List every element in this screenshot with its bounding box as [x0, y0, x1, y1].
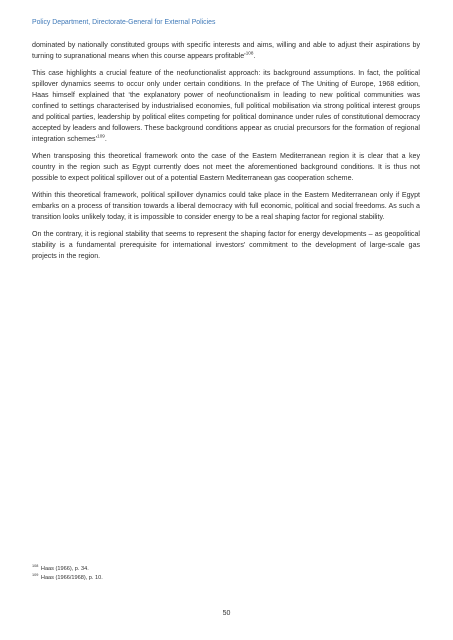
- paragraph-3: When transposing this theoretical framework onto the case of the Eastern Mediterranean region it is clear that a key country in the region such as Egypt currently does not meet the aforementioned background conditions. It is thus not possible to expect political spillover out of a potential Eastern Mediterranean gas cooperation scheme.: [32, 152, 420, 182]
- running-header: Policy Department, Directorate-General for External Policies: [32, 19, 216, 26]
- main-text: [32, 40, 420, 268]
- footnote-number: 109: [32, 573, 39, 578]
- page-number: 50: [222, 610, 231, 617]
- paragraph-2-end: .: [104, 135, 107, 143]
- footnote-109: [32, 574, 420, 583]
- footnote-text: Haas (1966), p. 34.: [40, 566, 89, 572]
- footnote-ref-109: 109: [97, 133, 105, 139]
- paragraph-1: [32, 40, 420, 62]
- paragraph-1-text: dominated by nationally constituted groups with specific interests and aims, willing and able to adjust their aspirations by turning to supranational means when this course appears profitable’: [32, 41, 420, 60]
- footnote-108: [32, 565, 420, 574]
- paragraph-5: On the contrary, it is regional stability that seems to represent the shaping factor for energy developments – as geopolitical stability is a fundamental prerequisite for international investors’ commitment to the development of large-scale gas projects in the region.: [32, 230, 420, 260]
- footnote-number: 108: [32, 564, 39, 569]
- paragraph-2-text: This case highlights a crucial feature of the neofunctionalist approach: its background assumptions. In fact, the political spillover dynamics seems to occur only under certain conditions. In the preface of The Uniting of Europe, 1968 edition, Haas himself explained that ‘the explanatory power of neofunctionalism in leading to new political communities was confined to settings characterised by industrialised economies, full political mobilisation via strong political interest groups and political parties, leadership by political elites competing for political dominance under rules of constitutional democracy accepted by leaders and followers. These background conditions appear as crucial precursors for the formation of regional integration schemes’: [32, 69, 420, 143]
- paragraph-2: [32, 68, 420, 145]
- paragraph-4: Within this theoretical framework, political spillover dynamics could take place in the Eastern Mediterranean only if Egypt embarks on a process of transition towards a liberal democracy with full economic, political and social freedoms. As such a transition looks unlikely today, it is impossible to consider energy to be a real shaping factor for regional stability.: [32, 191, 420, 221]
- footnotes: [32, 565, 420, 583]
- paragraph-1-end: .: [253, 52, 256, 60]
- footnote-text: Haas (1966/1968), p. 10.: [40, 575, 103, 581]
- footnote-ref-108: 108: [245, 50, 254, 56]
